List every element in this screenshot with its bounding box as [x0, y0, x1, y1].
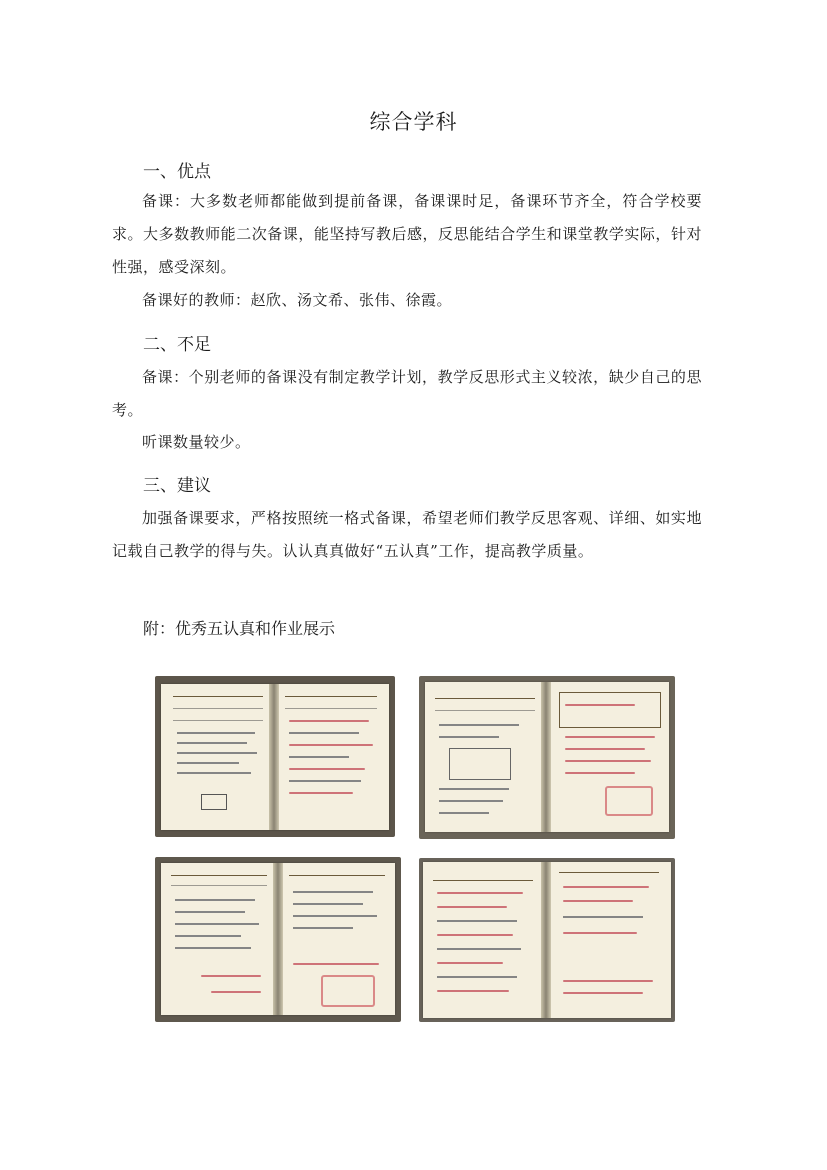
lesson-plan-photo-1: [155, 676, 395, 837]
section-heading-suggestions: 三、建议: [143, 476, 211, 496]
paragraph-suggestions-1: 加强备课要求，严格按照统一格式备课，希望老师们教学反思客观、详细、如实地记载自己教学的得与失。认认真真做好“五认真”工作，提高教学质量。: [112, 509, 702, 560]
paragraph-strengths-2: 备课好的教师：赵欣、汤文希、张伟、徐霞。: [142, 291, 453, 309]
paragraph-weaknesses-1: 备课：个别老师的备课没有制定教学计划，教学反思形式主义较浓，缺少自己的思考。: [112, 368, 702, 419]
paragraph-weaknesses-2: 听课数量较少。: [142, 433, 251, 451]
lesson-plan-photo-2: [419, 676, 675, 839]
section-heading-weaknesses: 二、不足: [143, 335, 211, 355]
document-title: 综合学科: [369, 110, 458, 134]
paragraph-strengths-1: 备课：大多数老师都能做到提前备课，备课课时足，备课环节齐全，符合学校要求。大多数教师能二次备课，能坚持写教后感，反思能结合学生和课堂教学实际，针对性强，感受深刻。: [112, 192, 702, 276]
lesson-plan-photo-3: [155, 857, 401, 1022]
appendix-label: 附：优秀五认真和作业展示: [143, 619, 336, 638]
lesson-plan-photo-4: [419, 858, 675, 1022]
section-heading-strengths: 一、优点: [143, 162, 211, 182]
